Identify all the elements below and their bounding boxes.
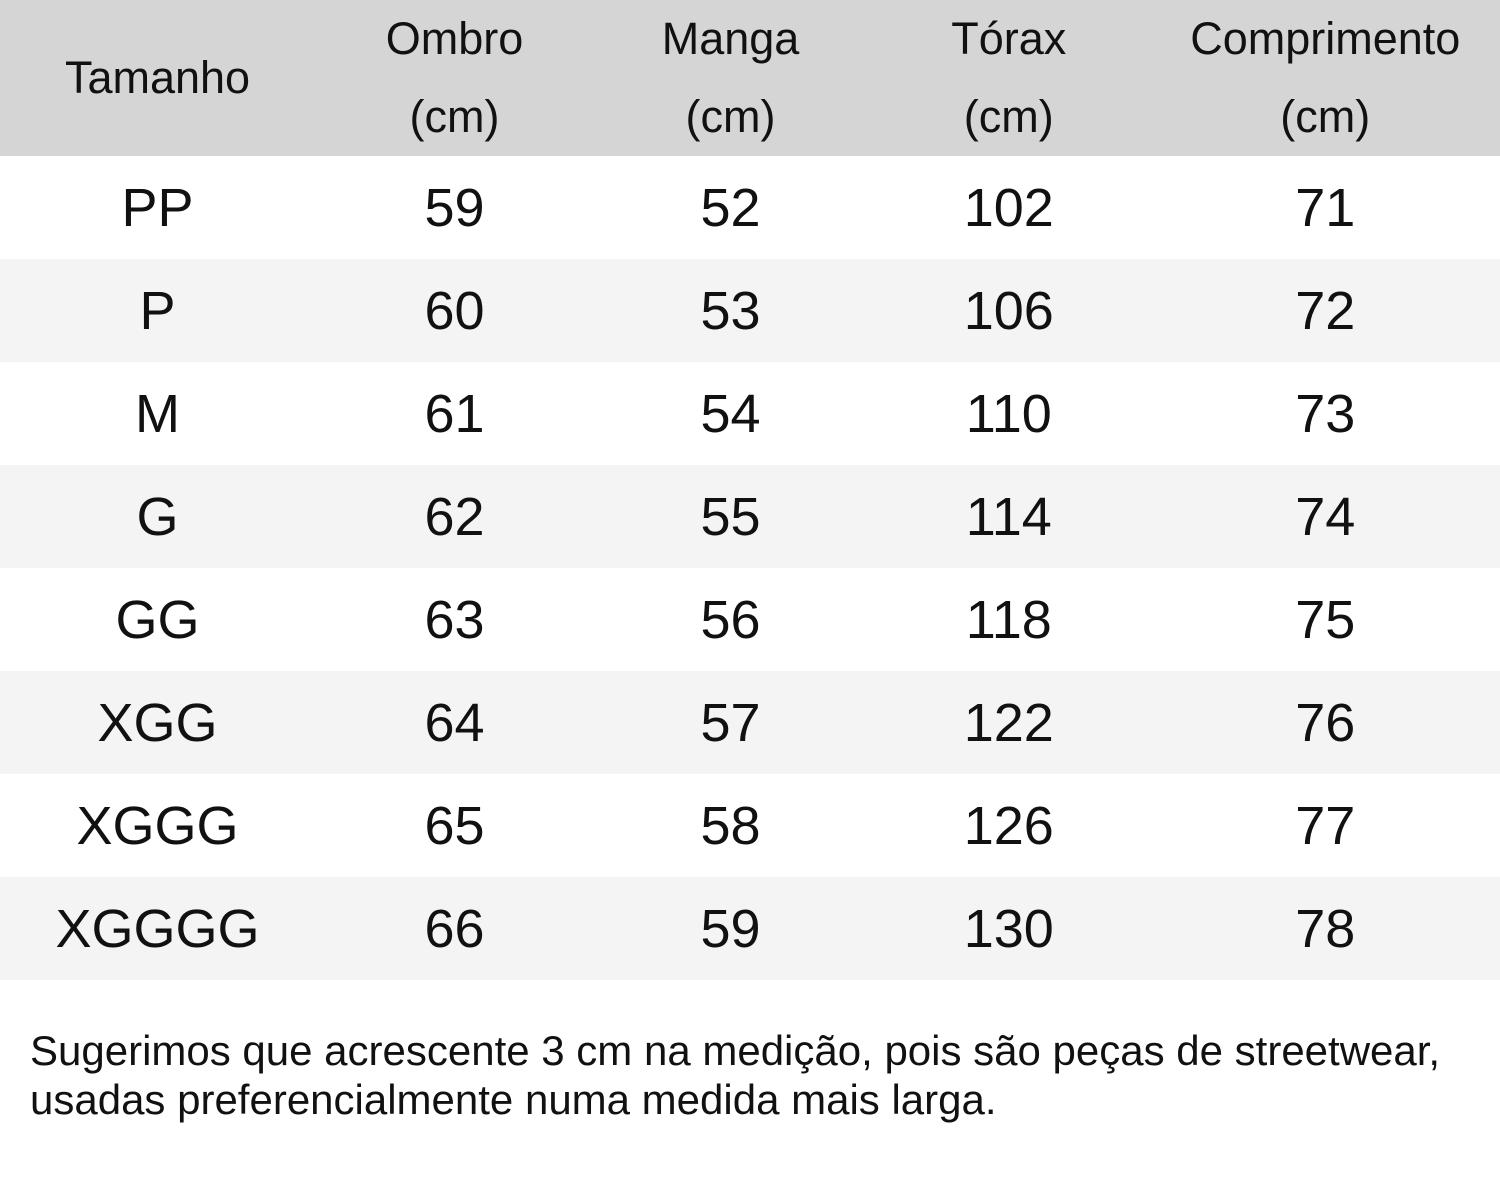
size-cell: G <box>136 486 179 547</box>
size-cell: XGGG <box>76 795 239 856</box>
table-row-p <box>0 259 1500 362</box>
table-header-row <box>0 0 1500 156</box>
ombro-cell: 62 <box>424 486 485 547</box>
column-label: Comprimento <box>1190 13 1461 64</box>
column-label: Tamanho <box>64 52 251 103</box>
ombro-cell: 66 <box>424 898 485 959</box>
header-cell-manga <box>594 0 867 156</box>
ombro-cell: 64 <box>424 692 485 753</box>
torax-cell: 126 <box>963 795 1054 856</box>
table-row-xgg <box>0 671 1500 774</box>
column-unit: (cm) <box>963 91 1054 142</box>
ombro-cell: 59 <box>424 177 485 238</box>
comprimento-cell: 76 <box>1295 692 1356 753</box>
comprimento-cell: 73 <box>1295 383 1356 444</box>
size-cell: PP <box>121 177 194 238</box>
table-row-pp <box>0 156 1500 259</box>
table-row-xgggg <box>0 877 1500 980</box>
sizing-advice-note: Sugerimos que acrescente 3 cm na medição, pois são peças de streetwear, usadas preferencialmente numa medida mais larga. <box>30 1027 1441 1124</box>
header-cell-tamanho <box>0 0 315 156</box>
column-label: Tórax <box>951 13 1067 64</box>
manga-cell: 54 <box>700 383 761 444</box>
ombro-cell: 60 <box>424 280 485 341</box>
size-cell: XGGGG <box>55 898 260 959</box>
size-cell: XGG <box>97 692 218 753</box>
torax-cell: 106 <box>963 280 1054 341</box>
torax-cell: 102 <box>963 177 1054 238</box>
column-unit: (cm) <box>409 91 500 142</box>
manga-cell: 58 <box>700 795 761 856</box>
manga-cell: 52 <box>700 177 761 238</box>
manga-cell: 57 <box>700 692 761 753</box>
size-cell: P <box>139 280 176 341</box>
torax-cell: 122 <box>963 692 1054 753</box>
comprimento-cell: 78 <box>1295 898 1356 959</box>
comprimento-cell: 75 <box>1295 589 1356 650</box>
size-cell: M <box>135 383 180 444</box>
column-label: Manga <box>661 13 800 64</box>
comprimento-cell: 71 <box>1295 177 1356 238</box>
manga-cell: 53 <box>700 280 761 341</box>
torax-cell: 114 <box>965 486 1052 547</box>
table-row-xggg <box>0 774 1500 877</box>
torax-cell: 130 <box>963 898 1054 959</box>
manga-cell: 56 <box>700 589 761 650</box>
ombro-cell: 65 <box>424 795 485 856</box>
size-cell: GG <box>115 589 200 650</box>
header-cell-comprimento <box>1151 0 1500 156</box>
manga-cell: 55 <box>700 486 761 547</box>
torax-cell: 118 <box>965 589 1052 650</box>
header-cell-torax <box>867 0 1151 156</box>
table-row-gg <box>0 568 1500 671</box>
manga-cell: 59 <box>700 898 761 959</box>
column-unit: (cm) <box>1280 91 1371 142</box>
comprimento-cell: 72 <box>1295 280 1356 341</box>
ombro-cell: 61 <box>424 383 485 444</box>
ombro-cell: 63 <box>424 589 485 650</box>
column-label: Ombro <box>385 13 524 64</box>
header-cell-ombro <box>315 0 594 156</box>
table-row-g <box>0 465 1500 568</box>
column-unit: (cm) <box>685 91 776 142</box>
torax-cell: 110 <box>965 383 1052 444</box>
comprimento-cell: 77 <box>1295 795 1356 856</box>
table-row-m <box>0 362 1500 465</box>
comprimento-cell: 74 <box>1295 486 1356 547</box>
